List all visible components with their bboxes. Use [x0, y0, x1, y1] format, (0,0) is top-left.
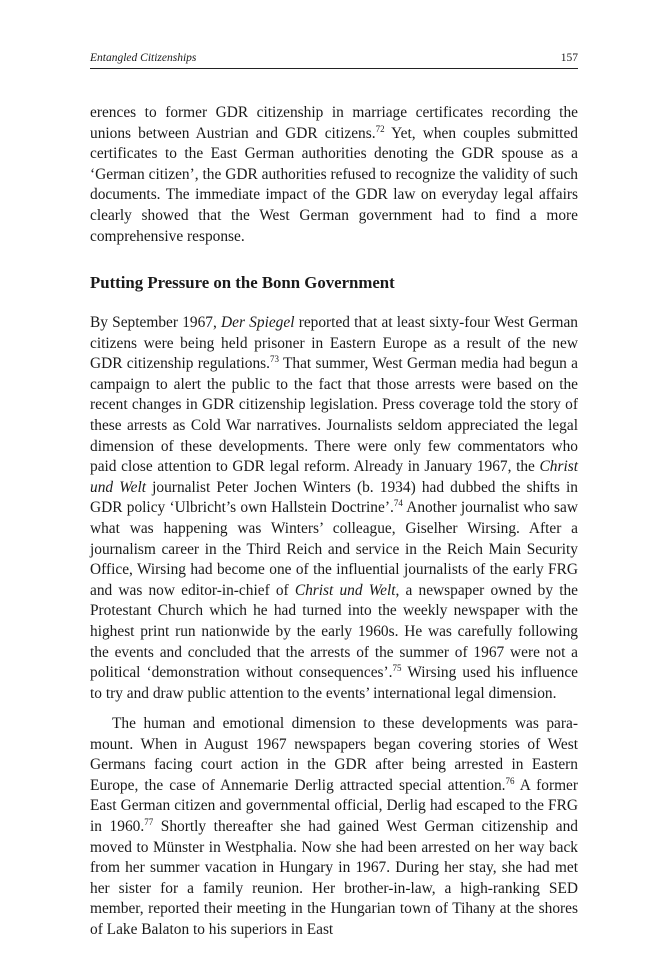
section-heading: Putting Pressure on the Bonn Government — [90, 273, 395, 292]
paragraph-text: That summer, West German media had begun a campaign to alert the public to the fact that those arrests were based on the recent changes in GDR citizenship legislation. Press coverage told the story of these arrests as Cold War narratives. Journalists seldom appreciated the legal dimension of these developments. There were only few commentators who paid close attention to GDR legal reform. Already in January 1967, the — [90, 355, 578, 476]
running-header — [90, 50, 578, 69]
paragraph-text: Another journalist who saw what was happening was Winters’ colleague, Giselher Wirsing. After a journalism career in the Third Reich and service in the Reich Main Security Office, Wirsing had become one of the influential journalists of the early FRG and was now editor-in-chief of — [90, 499, 578, 599]
paragraph-1 — [90, 103, 578, 247]
paragraph-text: Wirsing used his influence to try and draw public attention to the events’ international legal dimension. — [90, 664, 578, 702]
paragraph-text: Shortly thereafter she had gained West German citizenship and moved to Münster in Westphalia. Now she had been arrested on her way back from her summer vacation in Hungary in 1967. During her stay, she had met her sister for a family reunion. Her brother-in-law, a high-ranking SED member, reported their meeting in the Hungarian town of Tihany at the shores of Lake Balaton to his superiors in East — [90, 817, 578, 938]
footnote-ref-72[interactable]: 72 — [375, 123, 385, 134]
paragraph-2 — [90, 313, 578, 704]
footnote-ref-77[interactable]: 77 — [144, 816, 154, 827]
paragraph-text: journalist Peter Jochen Winters (b. 1934) had dubbed the shifts in GDR policy ‘Ulbricht’s own Hallstein Doctrine’. — [90, 478, 578, 517]
publication-title: Der Spiegel — [221, 314, 295, 331]
footnote-ref-75[interactable]: 75 — [392, 663, 402, 674]
publication-title: Christ und Welt — [294, 581, 396, 599]
footnote-ref-76[interactable]: 76 — [505, 775, 515, 786]
paragraph-text: By September 1967, — [90, 314, 222, 331]
paragraph-text: Yet, when couples submitted certificates to the East German authorities denoting the GDR spouse as a ‘German citizen’, the GDR authorities refused to recognize the validity of such documents. The immediate impact of the GDR law on everyday legal affairs clearly showed that the West German government had to find a more comprehensive response. — [90, 124, 578, 245]
page-number: 157 — [560, 52, 578, 64]
paragraph-3 — [90, 714, 578, 941]
paragraph-text: erences to former GDR citizenship in marriage certificates recording the unions between Austrian and GDR citizens. — [90, 104, 578, 142]
footnote-ref-74[interactable]: 74 — [393, 498, 403, 509]
running-title: Entangled Citizenships — [90, 52, 197, 64]
footnote-ref-73[interactable]: 73 — [269, 354, 279, 365]
paragraph-text: A former East German citizen and governmental official, Derlig had escaped to the FRG in 1960. — [90, 776, 579, 835]
paragraph-text: reported that at least sixty-four West German citizens were being held prisoner in Eastern Europe as a result of the new GDR citizenship regulations. — [90, 314, 578, 373]
paragraph-text: , a newspaper owned by the Protestant Church which he had turned into the weekly newspaper with the highest print run nationwide by the early 1960s. He was carefully following the events and concluded that the arrests of the summer of 1967 were not a political ‘demonstration without consequences’. — [90, 581, 578, 682]
publication-title: Christ und Welt — [90, 458, 578, 496]
paragraph-text: The human and emotional dimension to these developments was paramount. When in August 1967 newspapers began covering stories of West Germans facing court action in the GDR after being arrested in Eastern Europe, the case of Annemarie Derlig attracted special attention. — [90, 715, 578, 794]
